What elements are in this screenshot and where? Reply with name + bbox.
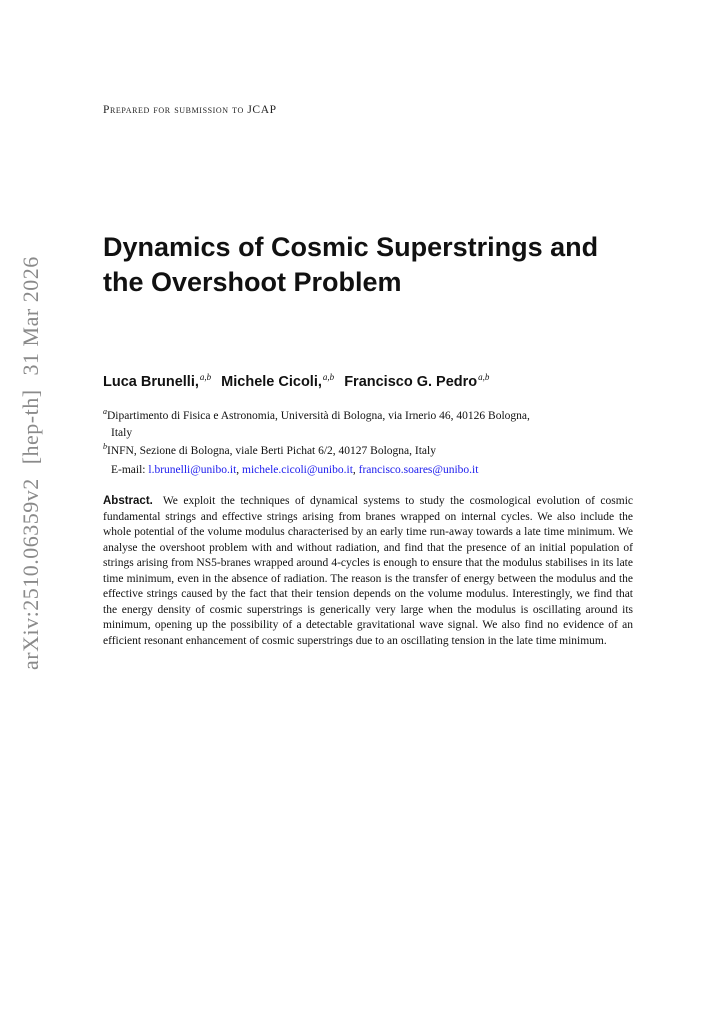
- author-name: Francisco G. Pedro: [344, 373, 478, 390]
- email-line: E-mail: l.brunelli@unibo.it, michele.cicoli@unibo.it, francisco.soares@unibo.it: [111, 464, 479, 476]
- arxiv-category: [hep-th]: [18, 389, 43, 465]
- arxiv-side-stamp: [18, 242, 44, 670]
- author-3: [344, 374, 489, 390]
- affiliation-text: INFN, Sezione di Bologna, viale Berti Pichat 6/2, 40127 Bologna, Italy: [107, 444, 436, 457]
- author-affiliation-mark: a,b: [199, 372, 212, 382]
- email-link-soares[interactable]: francisco.soares@unibo.it: [358, 464, 479, 476]
- affiliation-mark: b: [103, 442, 107, 451]
- arxiv-date: 31 Mar 2026: [18, 256, 43, 376]
- affiliation-text: Dipartimento di Fisica e Astronomia, Università di Bologna, via Irnerio 46, 40126 Bologna,: [107, 409, 530, 422]
- arxiv-id: arXiv:2510.06359v2: [18, 478, 43, 670]
- abstract-text: We exploit the techniques of dynamical systems to study the cosmological evolution of cosmic fundamental strings and effective strings arising from branes wrapped on internal cycles. We also include the whole potential of the volume modulus characterised by an early time run-away towards a late time minimum. We analyse the overshoot problem with and without radiation, and find that the presence of an initial population of strings arising from NS5-branes wrapped around 4-cycles is enough to ensure that the modulus stabilises in its late time minimum, even in the absence of radiation. The reason is the transfer of energy between the modulus and the effective strings caused by the fact that their tension depends on the volume modulus. Interestingly, we find that the energy density of cosmic superstrings is generically very large when the modulus is oscillating around its minimum, opening up the possibility of a detectable gravitational wave signal. We also find no evidence of an efficient resonant enhancement of cosmic superstrings due to an oscillating tension in the late time minimum.: [103, 495, 633, 647]
- author-2: [221, 374, 334, 390]
- author-list: [103, 372, 663, 390]
- author-affiliation-mark: a,b: [322, 372, 335, 382]
- title-line-1: Dynamics of Cosmic Superstrings and: [103, 232, 599, 262]
- author-name: Michele Cicoli,: [221, 373, 322, 390]
- author-1: [103, 374, 211, 390]
- affiliation-text-cont: Italy: [111, 426, 133, 439]
- journal-header: Prepared for submission to JCAP: [103, 104, 277, 116]
- affiliation-mark: a: [103, 407, 107, 416]
- affiliation-b: [103, 438, 643, 460]
- author-name: Luca Brunelli,: [103, 373, 199, 390]
- email-link-brunelli[interactable]: l.brunelli@unibo.it: [148, 464, 237, 476]
- abstract: [103, 494, 633, 649]
- author-affiliation-mark: a,b: [478, 372, 490, 382]
- affiliation-a: [103, 403, 643, 442]
- email-link-cicoli[interactable]: michele.cicoli@unibo.it: [242, 464, 353, 476]
- paper-title: [103, 230, 663, 300]
- email-label: E-mail:: [111, 464, 146, 476]
- title-line-2: the Overshoot Problem: [103, 267, 402, 297]
- abstract-label: Abstract.: [103, 495, 153, 507]
